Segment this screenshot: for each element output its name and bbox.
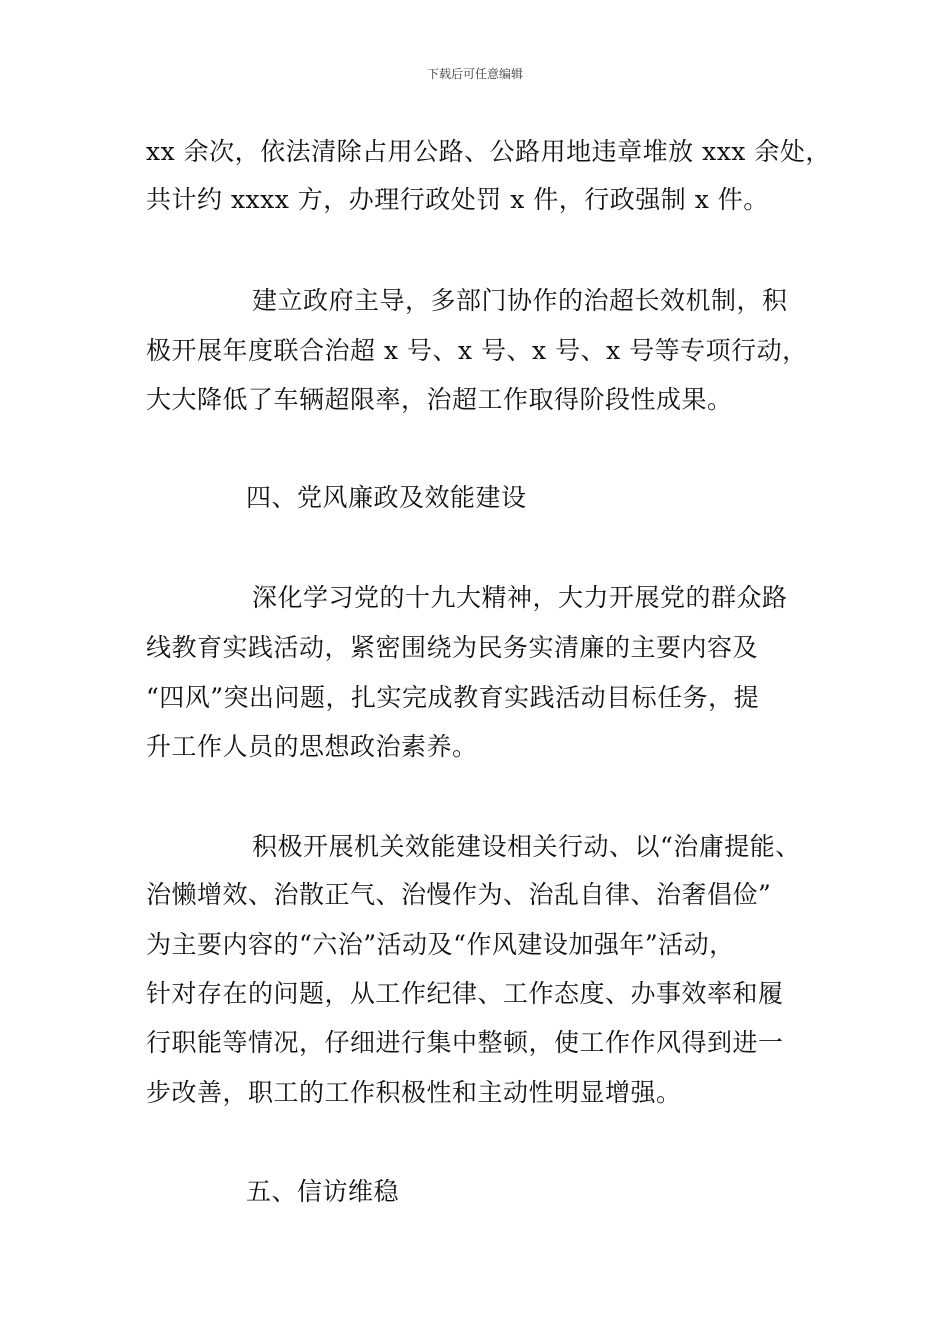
text-line: xx 余次，依法清除占用公路、公路用地违章堆放 xxx 余处， — [146, 137, 831, 166]
text-line: 行职能等情况，仔细进行集中整顿，使工作作风得到进一 — [146, 1028, 784, 1057]
text-line: 治懒增效、治散正气、治慢作为、治乱自律、治奢倡俭” — [146, 880, 772, 909]
text-line: “四风”突出问题，扎实完成教育实践活动目标任务，提 — [146, 683, 760, 712]
section-heading: 五、信访维稳 — [246, 1177, 400, 1206]
text-line: 共计约 xxxx 方，办理行政处罚 x 件，行政强制 x 件。 — [146, 185, 769, 214]
text-line: 为主要内容的“六治”活动及“作风建设加强年”活动， — [146, 930, 735, 959]
text-line: 深化学习党的十九大精神，大力开展党的群众路 — [252, 583, 788, 612]
text-line: 针对存在的问题，从工作纪律、工作态度、办事效率和履 — [146, 979, 784, 1008]
text-line: 极开展年度联合治超 x 号、x 号、x 号、x 号等专项行动， — [146, 336, 808, 365]
text-line: 建立政府主导，多部门协作的治超长效机制，积 — [252, 286, 788, 315]
section-heading: 四、党风廉政及效能建设 — [246, 483, 527, 512]
text-line: 升工作人员的思想政治素养。 — [146, 732, 478, 761]
text-line: 大大降低了车辆超限率，治超工作取得阶段性成果。 — [146, 385, 733, 414]
text-line: 积极开展机关效能建设相关行动、以“治庸提能、 — [252, 832, 801, 861]
text-line: 步改善，职工的工作积极性和主动性明显增强。 — [146, 1078, 682, 1107]
page-header-note: 下载后可任意编辑 — [426, 67, 523, 81]
text-line: 线教育实践活动，紧密围绕为民务实清廉的主要内容及 — [146, 633, 759, 662]
